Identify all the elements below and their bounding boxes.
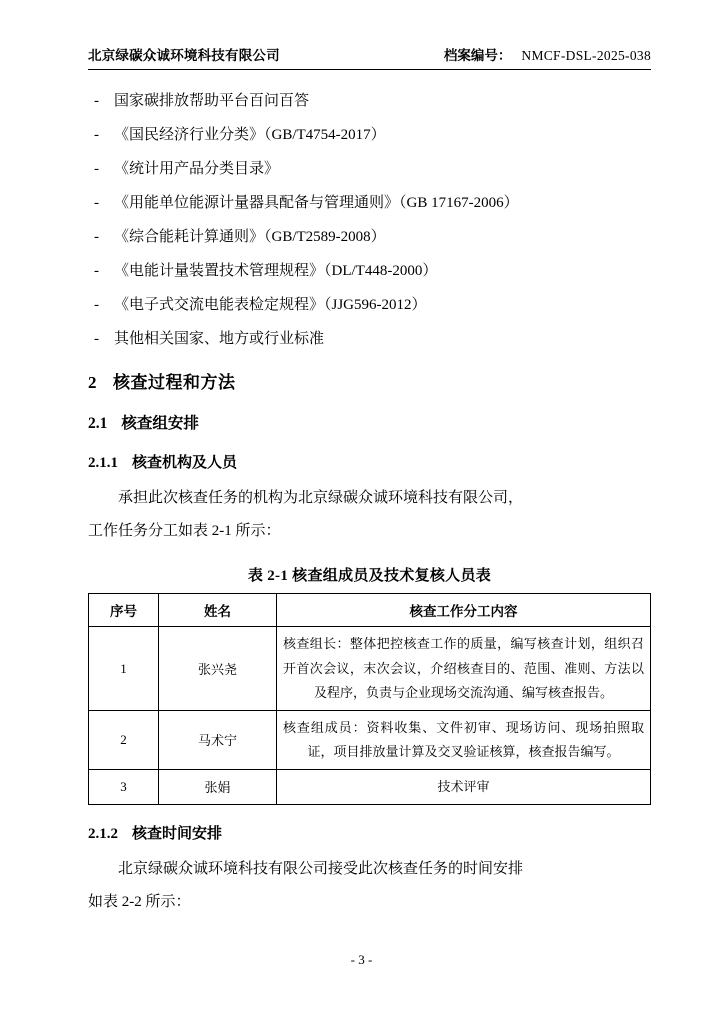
section-number: 2.1 xyxy=(88,415,108,433)
column-header-name: 姓名 xyxy=(159,594,277,627)
table-caption: 表 2-1 核查组成员及技术复核人员表 xyxy=(247,568,492,585)
paragraph-schedule-line1: 北京绿碳众诚环境科技有限公司接受此次核查任务的时间安排 xyxy=(118,860,524,877)
page-content xyxy=(88,44,651,917)
cell-duties: 技术评审 xyxy=(277,769,651,804)
section-heading-2-1 xyxy=(88,415,651,434)
list-item-label: 《电子式交流电能表检定规程》（JJG596-2012） xyxy=(114,297,427,313)
list-item-label: 《用能单位能源计量器具配备与管理通则》（GB 17167-2006） xyxy=(114,195,519,211)
cell-name: 张兴尧 xyxy=(159,627,277,710)
section-heading-2 xyxy=(88,373,651,393)
list-item xyxy=(88,196,651,211)
page-number: - 3 - xyxy=(350,952,373,967)
list-item xyxy=(88,332,651,347)
list-item xyxy=(88,298,651,313)
list-item-label: 其他相关国家、地方或行业标准 xyxy=(114,331,325,347)
dash-marker: - xyxy=(94,229,99,245)
section-heading-2-1-1 xyxy=(88,454,651,472)
list-item xyxy=(88,128,651,143)
dash-marker: - xyxy=(94,127,99,143)
table-row xyxy=(89,769,651,804)
list-item-label: 《统计用产品分类目录》 xyxy=(114,161,280,177)
table-header-row xyxy=(89,594,651,627)
section-number: 2 xyxy=(88,373,97,392)
section-title: 核查组安排 xyxy=(121,415,199,433)
dash-marker: - xyxy=(94,263,99,279)
list-item-label: 国家碳排放帮助平台百问百答 xyxy=(114,93,310,109)
cell-index: 2 xyxy=(89,710,159,769)
dash-marker: - xyxy=(94,195,99,211)
column-header-index: 序号 xyxy=(89,594,159,627)
section-heading-2-1-2 xyxy=(88,825,651,843)
table-row xyxy=(89,710,651,769)
verification-team-table xyxy=(88,593,651,804)
section-number: 2.1.2 xyxy=(88,825,118,842)
paragraph-schedule-line2: 如表 2-2 所示： xyxy=(88,894,191,911)
cell-name: 马术宁 xyxy=(159,710,277,769)
cell-duties: 核查组长：整体把控核查工作的质量，编写核查计划，组织召开首次会议，末次会议，介绍核查目的、范围、准则、方法以及程序，负责与企业现场交流沟通、编写核查报告。 xyxy=(277,627,651,710)
organization-name: 北京绿碳众诚环境科技有限公司 xyxy=(88,48,280,63)
section-number: 2.1.1 xyxy=(88,454,118,471)
list-item xyxy=(88,94,651,109)
cell-duties: 核查组成员：资料收集、文件初审、现场访问、现场拍照取证，项目排放量计算及交叉验证核算，核查报告编写。 xyxy=(277,710,651,769)
paragraph-team-intro-line1: 承担此次核查任务的机构为北京绿碳众诚环境科技有限公司， xyxy=(118,489,524,506)
paragraph-team-intro-line2: 工作任务分工如表 2-1 所示： xyxy=(88,523,281,540)
section-title: 核查过程和方法 xyxy=(113,373,236,392)
dash-marker: - xyxy=(94,161,99,177)
dash-marker: - xyxy=(94,331,99,347)
list-item-label: 《综合能耗计算通则》（GB/T2589-2008） xyxy=(114,229,386,245)
list-item xyxy=(88,264,651,279)
archive-code-label: 档案编号： xyxy=(443,48,512,63)
cell-index: 3 xyxy=(89,769,159,804)
document-header xyxy=(88,44,651,70)
list-item-label: 《国民经济行业分类》（GB/T4754-2017） xyxy=(114,127,386,143)
section-title: 核查机构及人员 xyxy=(132,454,238,471)
cell-name: 张娟 xyxy=(159,769,277,804)
archive-code-value: NMCF-DSL-2025-038 xyxy=(521,48,651,63)
table-row xyxy=(89,627,651,710)
dash-marker: - xyxy=(94,297,99,313)
column-header-duties: 核查工作分工内容 xyxy=(277,594,651,627)
list-item xyxy=(88,162,651,177)
dash-marker: - xyxy=(94,93,99,109)
list-item-label: 《电能计量装置技术管理规程》（DL/T448-2000） xyxy=(114,263,438,279)
list-item xyxy=(88,230,651,245)
standards-list xyxy=(88,94,651,347)
cell-index: 1 xyxy=(89,627,159,710)
section-title: 核查时间安排 xyxy=(132,825,223,842)
